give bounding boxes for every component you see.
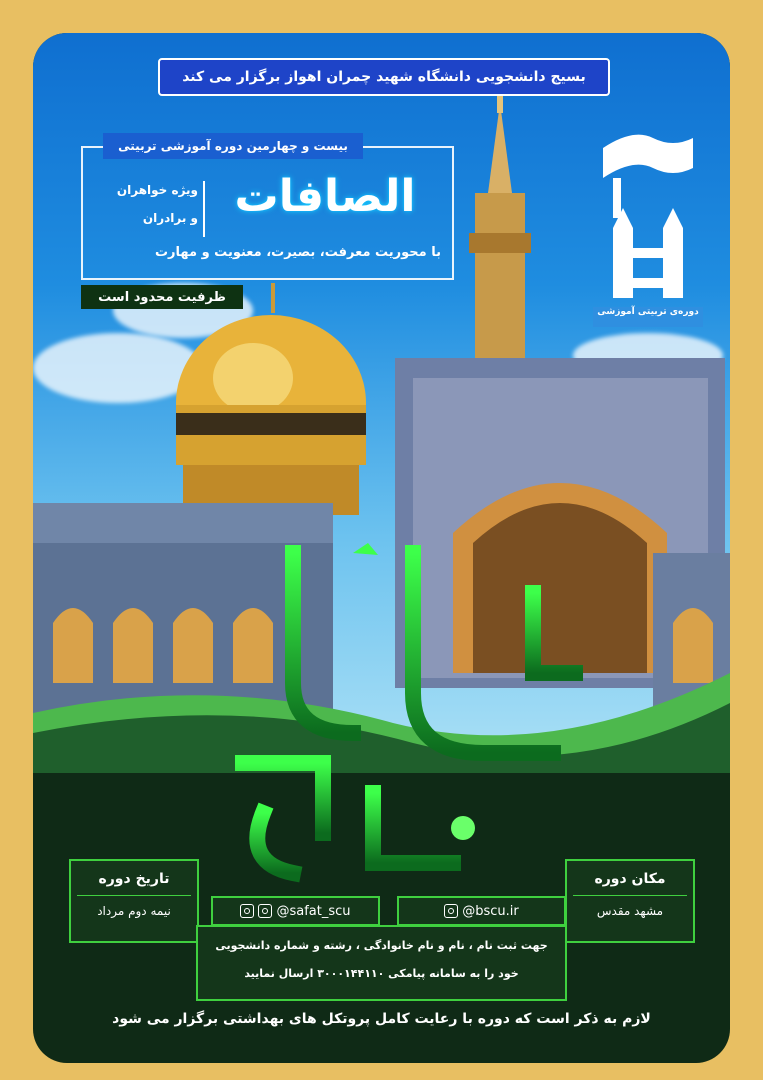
flag-icon — [603, 135, 693, 178]
calligraphy-emblem — [203, 533, 583, 893]
instagram-icon — [444, 904, 458, 918]
place-value: مشهد مقدس — [596, 904, 664, 918]
date-value: نیمه دوم مرداد — [97, 904, 171, 918]
poster-frame — [33, 33, 730, 1063]
footer-note: لازم به ذکر است که دوره با رعایت کامل پروتکل های بهداشتی برگزار می شود — [112, 1011, 651, 1027]
divider — [573, 895, 687, 896]
course-axis: با محوریت معرفت، بصیرت، معنویت و مهارت — [154, 245, 441, 260]
registration-line-1: جهت ثبت نام ، نام و نام خانوادگی ، رشته و شماره دانشجویی — [215, 939, 548, 952]
date-box — [69, 859, 199, 943]
eitaa-icon — [258, 904, 272, 918]
glow-dot — [451, 816, 475, 840]
course-title: الصافات — [234, 171, 416, 222]
audience-line-2: و برادران — [142, 211, 198, 225]
registration-line-2: خود را به سامانه پیامکی ۳۰۰۰۱۴۴۱۱۰ ارسال نمایید — [244, 967, 519, 980]
divider — [77, 895, 191, 896]
logo-label: دوره‌ی تربیتی آموزشی — [593, 307, 703, 327]
date-heading: تاریخ دوره — [98, 871, 170, 887]
organizer-banner: بسیج دانشجویی دانشگاه شهید چمران اهواز برگزار می کند — [158, 58, 610, 96]
audience-line-1: ویژه خواهران — [116, 183, 198, 197]
social-handle-text: @safat_scu — [276, 903, 351, 919]
social-handle-left[interactable] — [211, 896, 380, 926]
social-handle-right[interactable] — [397, 896, 566, 926]
place-box — [565, 859, 695, 943]
title-divider — [203, 181, 205, 237]
capacity-badge: ظرفیت محدود است — [81, 285, 243, 309]
place-heading: مکان دوره — [594, 871, 666, 887]
course-subtitle: بیست و چهارمین دوره آموزشی تربیتی — [103, 133, 363, 159]
minaret — [475, 193, 525, 373]
registration-box — [196, 925, 567, 1001]
instagram-icon — [240, 904, 254, 918]
social-handle-text: @bscu.ir — [462, 903, 519, 919]
